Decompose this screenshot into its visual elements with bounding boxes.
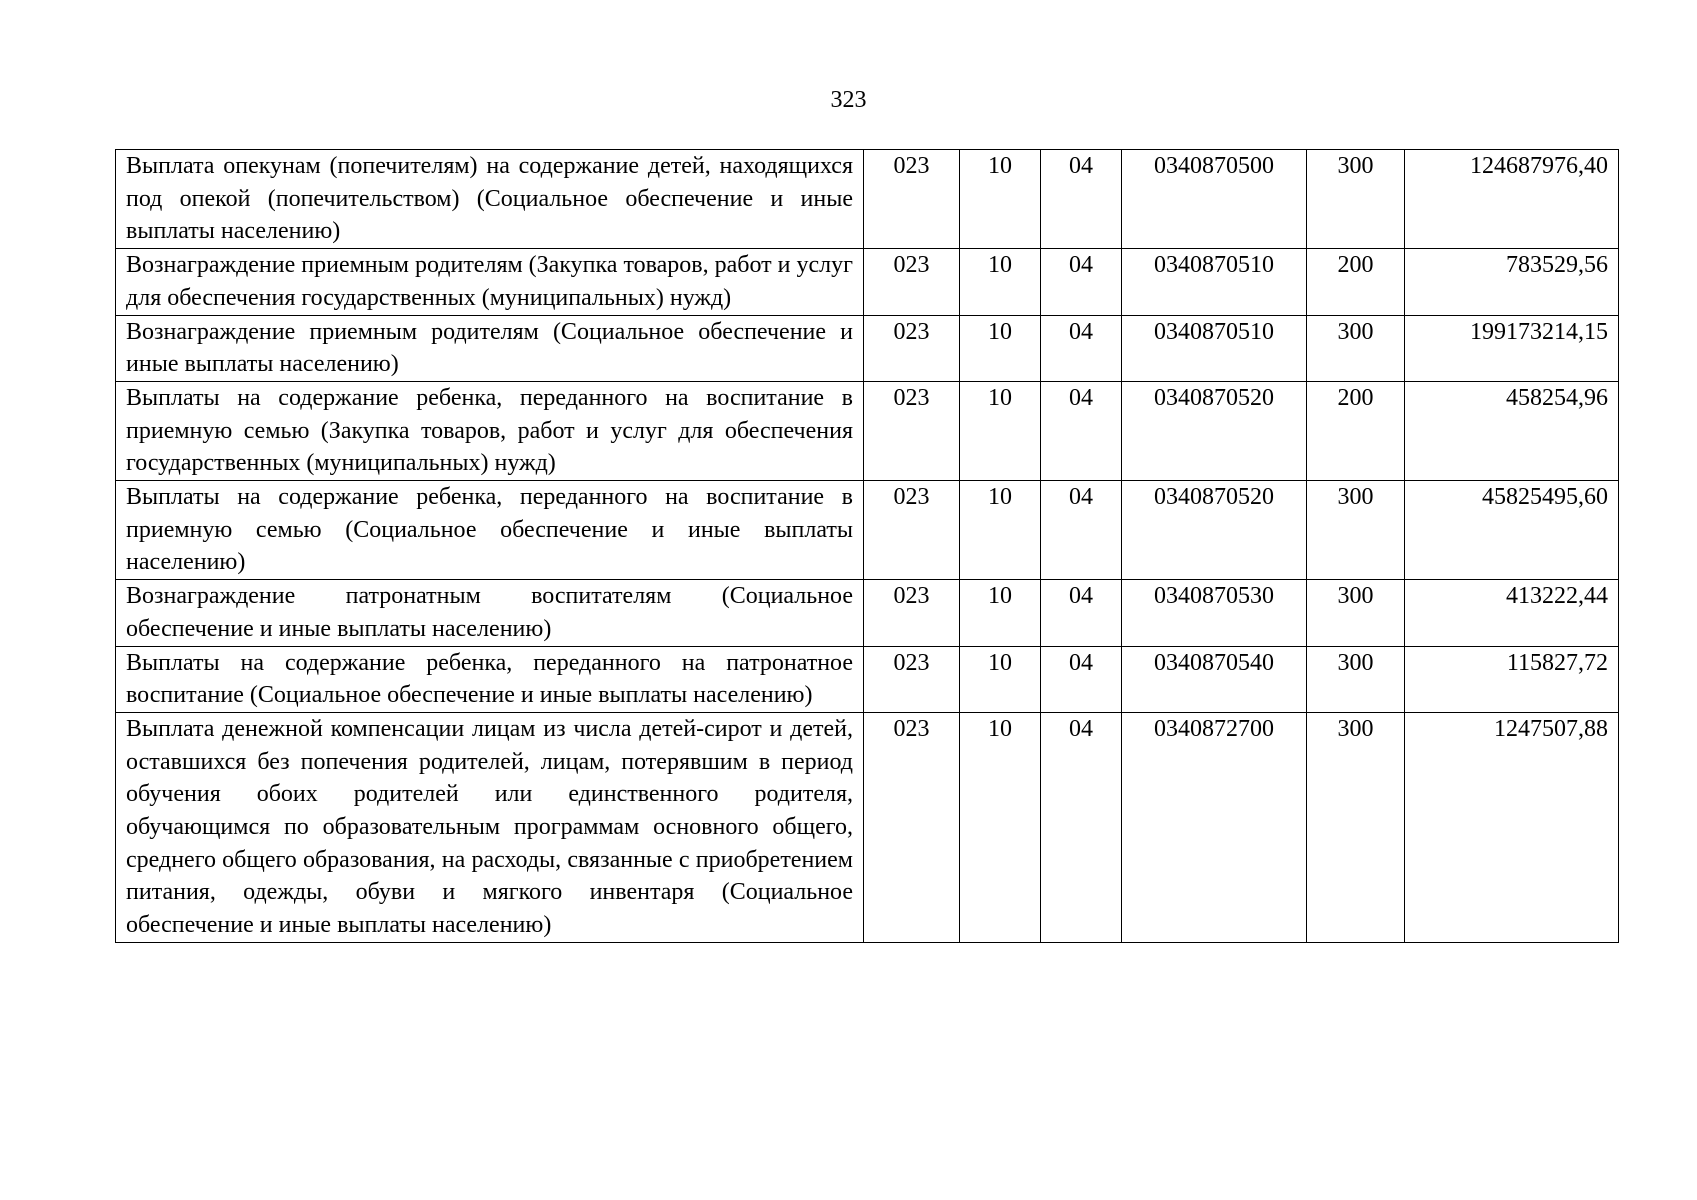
amount: 199173214,15 — [1405, 315, 1619, 381]
target-article-code: 0340872700 — [1122, 712, 1307, 942]
ministry-code: 023 — [864, 580, 960, 646]
amount: 783529,56 — [1405, 249, 1619, 315]
expense-type-code: 200 — [1307, 249, 1405, 315]
table-row — [116, 150, 1619, 249]
expense-name: Вознаграждение приемным родителям (Социальное обеспечение и иные выплаты населению) — [116, 315, 864, 381]
target-article-code: 0340870520 — [1122, 481, 1307, 580]
target-article-code: 0340870510 — [1122, 315, 1307, 381]
expense-name: Вознаграждение приемным родителям (Закупка товаров, работ и услуг для обеспечения государственных (муниципальных) нужд) — [116, 249, 864, 315]
target-article-code: 0340870510 — [1122, 249, 1307, 315]
subsection-code: 04 — [1041, 712, 1122, 942]
expense-name: Выплата денежной компенсации лицам из числа детей-сирот и детей, оставшихся без попечения родителей, лицам, потерявшим в период обучения обоих родителей или единственного родителя, обучающимся по образовательным программам основного общего, среднего общего образования, на расходы, связанные с приобретением питания, одежды, обуви и мягкого инвентаря (Социальное обеспечение и иные выплаты населению) — [116, 712, 864, 942]
expense-name: Вознаграждение патронатным воспитателям (Социальное обеспечение и иные выплаты населению) — [116, 580, 864, 646]
ministry-code: 023 — [864, 712, 960, 942]
subsection-code: 04 — [1041, 646, 1122, 712]
ministry-code: 023 — [864, 646, 960, 712]
expense-name: Выплаты на содержание ребенка, переданного на воспитание в приемную семью (Социальное обеспечение и иные выплаты населению) — [116, 481, 864, 580]
amount: 413222,44 — [1405, 580, 1619, 646]
table-row — [116, 580, 1619, 646]
section-code: 10 — [960, 580, 1041, 646]
ministry-code: 023 — [864, 315, 960, 381]
subsection-code: 04 — [1041, 249, 1122, 315]
expense-type-code: 300 — [1307, 150, 1405, 249]
section-code: 10 — [960, 381, 1041, 480]
amount: 115827,72 — [1405, 646, 1619, 712]
ministry-code: 023 — [864, 249, 960, 315]
subsection-code: 04 — [1041, 481, 1122, 580]
amount: 45825495,60 — [1405, 481, 1619, 580]
expense-type-code: 300 — [1307, 646, 1405, 712]
ministry-code: 023 — [864, 381, 960, 480]
table-row — [116, 481, 1619, 580]
amount: 1247507,88 — [1405, 712, 1619, 942]
budget-table — [115, 149, 1619, 943]
subsection-code: 04 — [1041, 580, 1122, 646]
ministry-code: 023 — [864, 150, 960, 249]
table-row — [116, 315, 1619, 381]
table-row — [116, 249, 1619, 315]
amount: 124687976,40 — [1405, 150, 1619, 249]
section-code: 10 — [960, 249, 1041, 315]
section-code: 10 — [960, 481, 1041, 580]
amount: 458254,96 — [1405, 381, 1619, 480]
expense-type-code: 300 — [1307, 481, 1405, 580]
expense-type-code: 300 — [1307, 712, 1405, 942]
expense-type-code: 300 — [1307, 315, 1405, 381]
ministry-code: 023 — [864, 481, 960, 580]
target-article-code: 0340870520 — [1122, 381, 1307, 480]
target-article-code: 0340870540 — [1122, 646, 1307, 712]
subsection-code: 04 — [1041, 150, 1122, 249]
section-code: 10 — [960, 150, 1041, 249]
expense-name: Выплата опекунам (попечителям) на содержание детей, находящихся под опекой (попечительством) (Социальное обеспечение и иные выплаты населению) — [116, 150, 864, 249]
expense-name: Выплаты на содержание ребенка, переданного на воспитание в приемную семью (Закупка товаров, работ и услуг для обеспечения государственных (муниципальных) нужд) — [116, 381, 864, 480]
page-number: 323 — [830, 87, 867, 113]
target-article-code: 0340870530 — [1122, 580, 1307, 646]
expense-type-code: 300 — [1307, 580, 1405, 646]
section-code: 10 — [960, 712, 1041, 942]
table-row — [116, 646, 1619, 712]
target-article-code: 0340870500 — [1122, 150, 1307, 249]
table-row — [116, 712, 1619, 942]
section-code: 10 — [960, 646, 1041, 712]
subsection-code: 04 — [1041, 381, 1122, 480]
section-code: 10 — [960, 315, 1041, 381]
table-row — [116, 381, 1619, 480]
expense-name: Выплаты на содержание ребенка, переданного на патронатное воспитание (Социальное обеспечение и иные выплаты населению) — [116, 646, 864, 712]
expense-type-code: 200 — [1307, 381, 1405, 480]
subsection-code: 04 — [1041, 315, 1122, 381]
